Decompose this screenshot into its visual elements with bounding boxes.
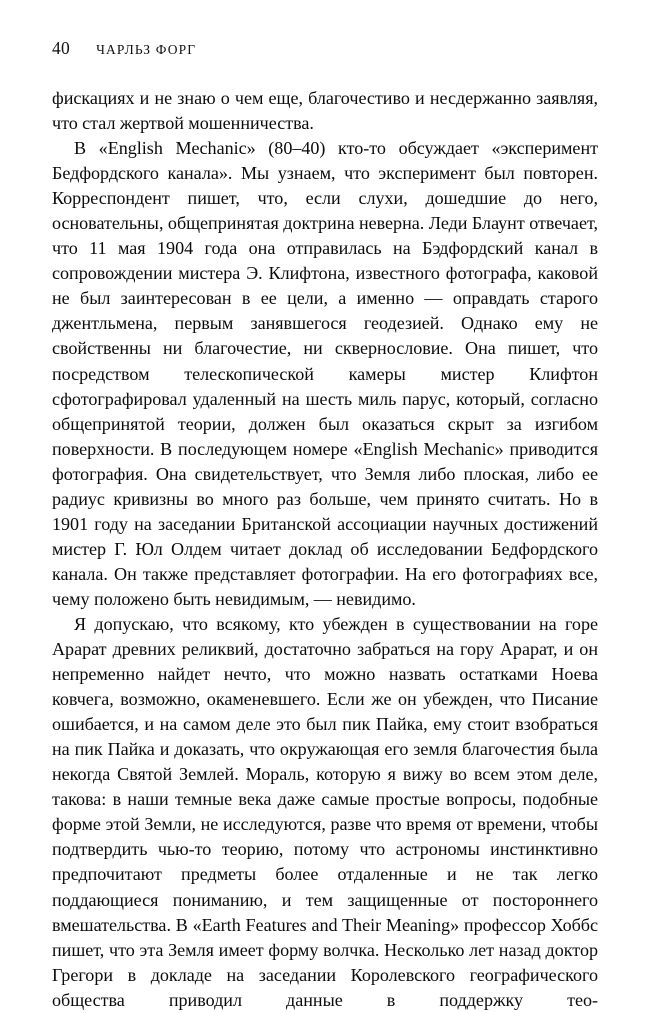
paragraph-bedford-canal: В «English Mechanic» (80–40) кто-то обсуждает «эксперимент Бедфордского канала». Мы узнаем, что эксперимент был повторен. Корреспондент пишет, что, если слухи, дошедшие до него, основательны, общепринятая доктрина неверна. Леди Блаунт отвечает, что 11 мая 1904 года она отправилась на Бэдфордский канал в сопровождении мистера Э. Клифтона, известного фотографа, каковой не был заинтересован в ее цели, а именно — оправдать старого джентльмена, первым занявшегося геодезией. Однако ему не свойственны ни благочестие, ни сквернословие. Она пишет, что посредством телескопической камеры мистер Клифтон сфотографировал удаленный на шесть миль парус, который, согласно общепринятой теории, должен был оказаться скрыт за изгибом поверхности. В последующем номере «English Mechanic» приводится фотография. Она свидетельствует, что Земля либо плоская, либо ее радиус кривизны во много раз больше, чем принято считать. Но в 1901 году на заседании Британской ассоциации научных достижений мистер Г. Юл Олдем читает доклад об исследовании Бедфордского канала. Он также представляет фотографии. На его фотографиях все, чему положено быть невидимым, — невидимо. bbox=[52, 138, 598, 609]
body-text-block bbox=[52, 86, 598, 1013]
paragraph-ararat: Я допускаю, что всякому, кто убежден в существовании на горе Арарат древних реликвий, достаточно забраться на гору Арарат, и он непременно найдет нечто, что можно назвать остатками Ноева ковчега, возможно, окаменевшего. Если же он убежден, что Писание ошибается, и на самом деле это был пик Пайка, ему стоит взобраться на пик Пайка и доказать, что окружающая его земля благочестия была некогда Святой Землей. Мораль, которую я вижу во всем этом деле, такова: в наши темные века даже самые простые вопросы, подобные форме этой Земли, не исследуются, разве что время от времени, чтобы подтвердить чью-то теорию, потому что астрономы инстинктивно предпочитают предметы более отдаленные и не так легко поддающиеся пониманию, и тем защищенные от постороннего вмешательства. В «Earth Features and Their Meaning» профессор Хоббс пишет, что эта Земля имеет форму волчка. Несколько лет назад доктор Грегори в докладе на заседании Королевского географического общества приводил данные в поддержку тео- bbox=[52, 613, 598, 1010]
paragraph-continuation: фискациях и не знаю о чем еще, благочестиво и несдержанно заявляя, что стал жертвой мошенничества. bbox=[52, 88, 598, 134]
running-head bbox=[52, 38, 597, 60]
page-number: 40 bbox=[52, 38, 71, 58]
running-title-author: ЧАРЛЬЗ ФОРГ bbox=[96, 42, 197, 57]
